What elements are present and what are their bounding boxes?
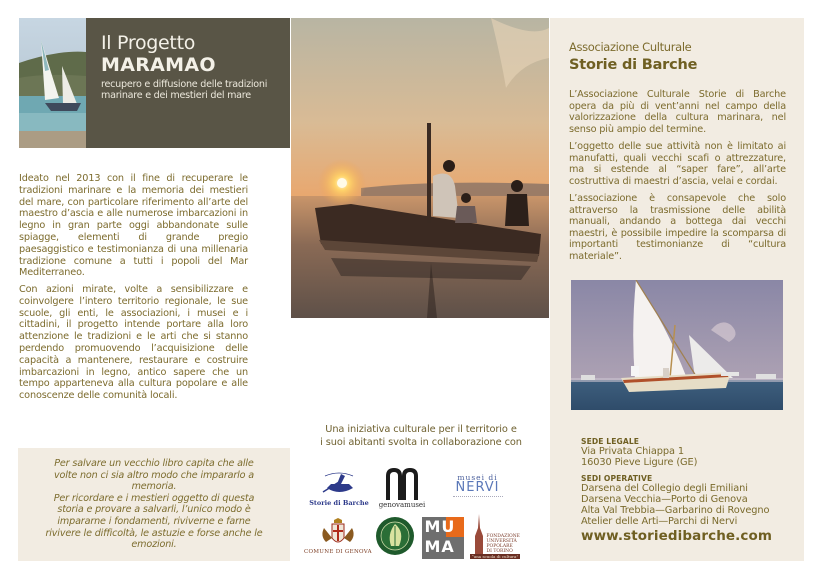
project-title-name: MARAMAO bbox=[101, 54, 216, 76]
association-intro-paragraph: L’Associazione Culturale Storie di Barche opera da più di vent’anni nel campo della valorizzazione della cultura marinara, nel senso più ampio del termine. bbox=[569, 89, 786, 135]
quote-line: impararne i fondamenti, riviverne e farne bbox=[57, 515, 251, 527]
logo-nervi-text: NERVI bbox=[455, 479, 500, 495]
sede-legale-street: Via Privata Chiappa 1 bbox=[581, 446, 685, 457]
logo-upt-tagline: “una scuola di cultura” bbox=[471, 553, 519, 559]
project-header bbox=[86, 18, 290, 148]
sede-legale-city: 16030 Pieve Ligure (GE) bbox=[581, 457, 698, 468]
logo-muma bbox=[420, 515, 465, 560]
caption-line-1: Una iniziativa culturale per il territorio e bbox=[325, 424, 517, 435]
association-mission-paragraph: L’associazione è consapevole che solo attraverso la trasmissione delle abilità manuali, andando a bottega dai vecchi maestri, è possibile impedire la scomparsa di importanti testimonianze di “cultura materiale”. bbox=[569, 193, 786, 262]
caption-line-2: i suoi abitanti svolta in collaborazione con bbox=[320, 436, 522, 448]
header-sailboat-photo bbox=[19, 18, 86, 148]
sedi-operative bbox=[581, 474, 769, 527]
logo-comune-di-genova bbox=[304, 515, 372, 557]
leaf-seal-icon bbox=[375, 516, 415, 556]
project-actions-paragraph: Con azioni mirate, volte a sensibilizzare e coinvolgere l’intero territorio regionale, le sue scuole, gli enti, le associazioni, i musei e i cittadini, il progetto intende portare alla loro attenzione le tradizioni e le arti che si stanno perdendo promuovendo l’acquisizione delle capacità a mantenere, restaurare e costruire imbarcazioni in legno, antico sapere che un tempo apparteneva alla cultura popolare e alle conoscenze delle comunità locali. bbox=[19, 284, 248, 402]
mole-antonelliana-icon bbox=[472, 514, 486, 554]
quote-box bbox=[18, 448, 290, 561]
website-link[interactable]: www.storiedibarche.com bbox=[581, 528, 773, 544]
lateen-sailboat-photo bbox=[571, 280, 783, 410]
quote-line: rivivere le difficoltà, le astuzie e forse anche le bbox=[45, 527, 263, 539]
project-title-prefix: Il Progetto bbox=[101, 32, 196, 54]
association-label: Associazione Culturale bbox=[569, 40, 692, 54]
sede-operativa-item: Alta Val Trebbia—Garbarino di Rovegno bbox=[581, 505, 770, 516]
association-name: Storie di Barche bbox=[569, 57, 698, 73]
association-scope-paragraph: L’oggetto delle sue attività non è limitato ai manufatti, quali vecchi scafi o attrezzature, ma si estende al “saper fare”, all’arte costruttiva di maestri d’ascia, velai e cordai. bbox=[569, 141, 786, 187]
logo-muma-mu: MU bbox=[424, 516, 456, 536]
project-subtitle-line-2: marinare e dei mestieri del mare bbox=[101, 90, 251, 101]
quote-line: volte non ci sia altro modo che impararlo a bbox=[53, 469, 255, 481]
sedi-operative-label: SEDI OPERATIVE bbox=[581, 474, 653, 483]
logo-green-leaf-seal bbox=[375, 515, 415, 557]
project-subtitle-line-1: recupero e diffusione delle tradizioni bbox=[101, 79, 268, 90]
logo-musei-di-nervi bbox=[440, 469, 515, 509]
logo-genovamusei bbox=[377, 465, 427, 509]
collaboration-caption bbox=[296, 424, 546, 449]
partner-logos bbox=[305, 465, 545, 565]
quote-line: Per ricordare e i mestieri oggetto di questa bbox=[53, 492, 255, 504]
genovamusei-m-icon bbox=[382, 466, 422, 500]
logo-storie-di-barche bbox=[309, 468, 369, 508]
quote-line: storia e provare a salvarli, l’unico modo è bbox=[57, 504, 251, 516]
sede-operativa-item: Darsena Vecchia—Porto di Genova bbox=[581, 494, 748, 505]
sede-operativa-item: Atelier delle Arti—Parchi di Nervi bbox=[581, 516, 738, 527]
logo-comune-text: COMUNE DI GENOVA bbox=[304, 548, 372, 555]
rowing-boat-icon bbox=[319, 470, 359, 498]
logo-upt-text: FONDAZIONE UNIVERSITÀ POPOLARE DI TORINO bbox=[486, 533, 520, 554]
quote-line: Per salvare un vecchio libro capita che alle bbox=[54, 458, 254, 469]
logo-universita-popolare-torino bbox=[471, 511, 519, 561]
quote-line: memoria. bbox=[131, 481, 177, 493]
sede-legale-label: SEDE LEGALE bbox=[581, 437, 640, 446]
logo-storie-di-barche-text: Storie di Barche bbox=[309, 498, 369, 507]
project-intro-paragraph: Ideato nel 2013 con il fine di recuperare le tradizioni marinare e la memoria dei mestieri del mare, con particolare riferimento all’arte del maestro d’ascia e alle numerose imbarcazioni in legno in gran parte oggi abbandonate sulle spiagge, elementi di grande pregio paesaggistico e testimonianza di una millenaria tradizione comune a tutti i popoli del Mar Mediterraneo. bbox=[19, 173, 248, 279]
city-crest-icon bbox=[316, 518, 360, 548]
logo-muma-ma: MA bbox=[424, 536, 455, 556]
logo-genovamusei-text: genovamusei bbox=[378, 500, 426, 509]
sede-legale bbox=[581, 437, 697, 468]
logo-nervi-fineprint bbox=[453, 496, 503, 506]
quote-line: emozioni. bbox=[131, 539, 177, 551]
sunset-boat-photo bbox=[291, 18, 549, 318]
project-subtitle bbox=[101, 79, 290, 101]
logo-musei-di-text: musei di bbox=[457, 472, 498, 482]
sede-operativa-item: Darsena del Collegio degli Emiliani bbox=[581, 483, 748, 494]
